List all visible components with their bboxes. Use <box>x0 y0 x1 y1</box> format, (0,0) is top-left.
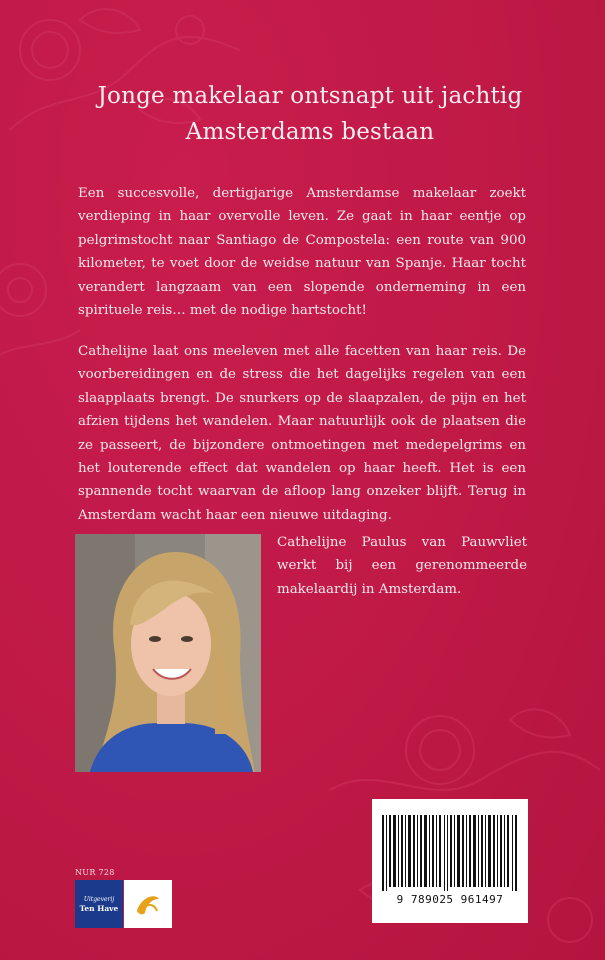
author-photo <box>75 534 261 772</box>
publisher-emblem-icon <box>124 880 172 928</box>
headline <box>60 78 560 150</box>
publisher-label-small: Uitgeverij <box>83 895 115 903</box>
nur-code: NUR 728 <box>75 868 115 877</box>
barcode-icon <box>382 815 518 891</box>
publisher-logo-ten-have <box>75 880 123 928</box>
blurb-paragraph-2: Cathelijne laat ons meeleven met alle facetten van haar reis. De voorbereidingen en de stress die het dagelijks regelen van een slaapplaats brengt. De snurkers op de slaapzalen, de pijn en het afzien tijdens het wandelen. Maar natuurlijk ook de plaatsen die ze passeert, de bijzondere ontmoetingen met medepelgrims en het louterende effect dat wandelen op haar heeft. Het is een spannende tocht waarvan de afloop lang onzeker blijft. Terug in Amsterdam wacht haar een nieuwe uitdaging. <box>78 344 526 523</box>
blurb-paragraph-1: Een succesvolle, dertigjarige Amsterdamse makelaar zoekt verdieping in haar overvolle leven. Ze gaat in haar eentje op pelgrimstocht naar Santiago de Compostela: een route van 900 kilometer, te voet door de weidse natuur van Spanje. Haar tocht verandert langzaam van een slopende onderneming in een spirituele reis… met de nodige hartstocht! <box>78 186 526 319</box>
headline-line-1: Jonge makelaar ontsnapt uit jachtig <box>97 83 523 109</box>
headline-line-2: Amsterdams bestaan <box>185 119 435 145</box>
author-bio: Cathelijne Paulus van Pauwvliet werkt bij een gerenommeerde makelaardij in Amsterdam. <box>277 535 527 597</box>
isbn-number: 9 789025 961497 <box>396 893 504 906</box>
publisher-label-big: Ten Have <box>79 903 119 913</box>
isbn-barcode <box>372 799 528 923</box>
